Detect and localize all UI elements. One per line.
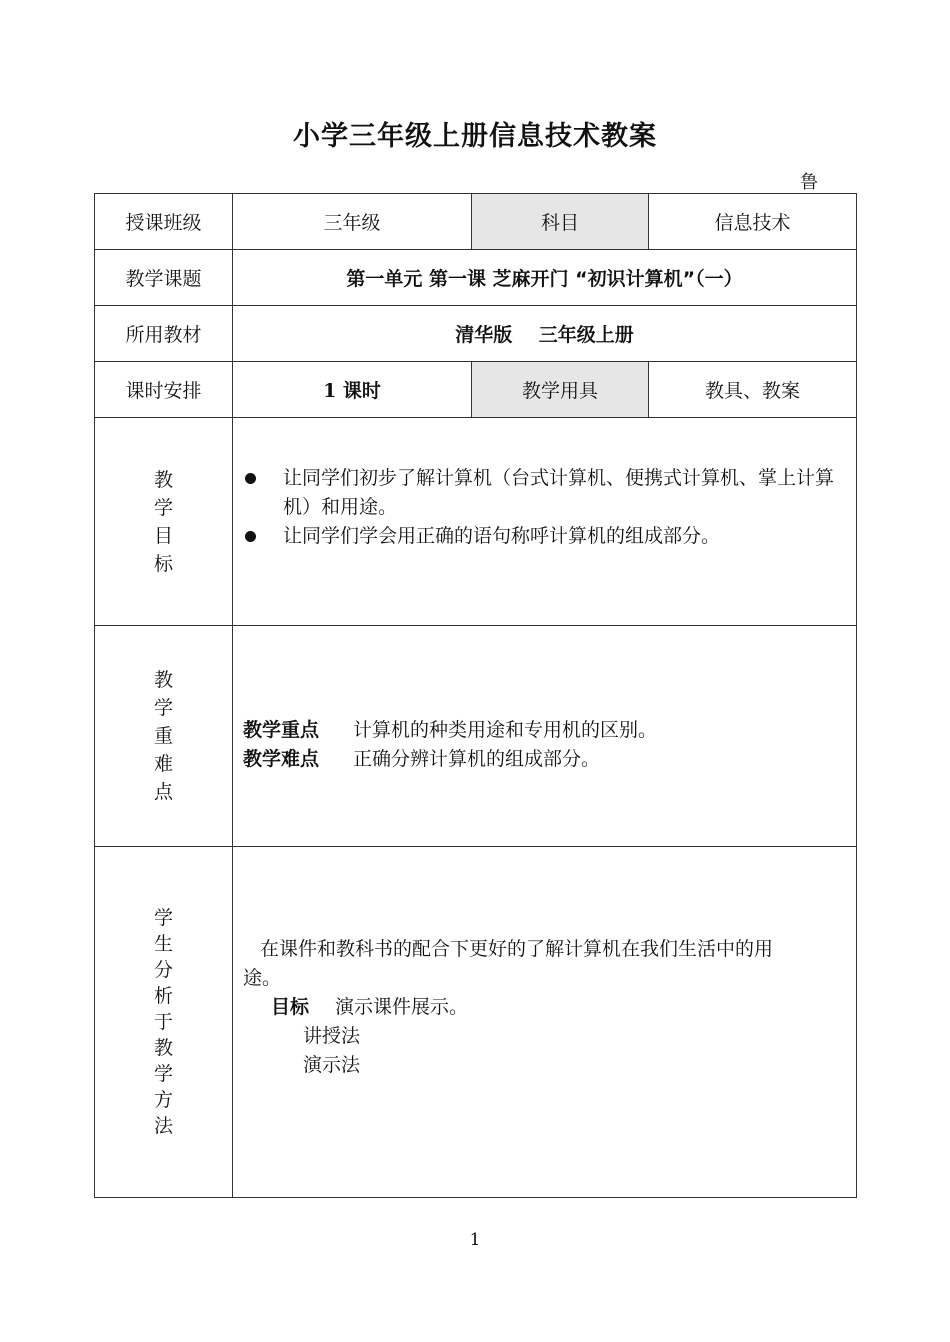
goal-item: 让同学们初步了解计算机（台式计算机、便携式计算机、掌上计算机）和用途。 (245, 464, 848, 522)
row-textbook (95, 306, 857, 362)
document-title: 小学三年级上册信息技术教案 (293, 121, 657, 152)
difficulty-text: 正确分辨计算机的组成部分。 (353, 748, 601, 770)
textbook-value: 清华版 三年级上册 (233, 306, 857, 362)
difficulty-label: 教学难点 (243, 748, 320, 770)
class-label: 授课班级 (95, 194, 233, 250)
page-number: 1 (469, 1230, 481, 1250)
hours-value: 1 课时 (233, 362, 472, 418)
row-keypoints (95, 626, 857, 847)
bullet-icon (245, 473, 256, 484)
bullet-icon (245, 531, 256, 542)
student-label: 学生分析于教学方法 (95, 847, 233, 1198)
key-point-label: 教学重点 (243, 719, 320, 741)
row-goals (95, 418, 857, 626)
key-point-row (243, 716, 856, 745)
hours-label: 课时安排 (95, 362, 233, 418)
method-item: 演示法 (303, 1054, 361, 1076)
method-item: 讲授法 (303, 1025, 361, 1047)
row-class (95, 194, 857, 250)
keypoints-label: 教学重难点 (95, 626, 233, 847)
goal-item: 让同学们学会用正确的语句称呼计算机的组成部分。 (245, 522, 848, 551)
row-hours (95, 362, 857, 418)
student-analysis-text: 在课件和教科书的配合下更好的了解计算机在我们生活中的用途。 (243, 938, 774, 989)
keypoints-content (233, 626, 857, 847)
method-row (243, 993, 846, 1022)
tools-value: 教具、教案 (649, 362, 857, 418)
lesson-plan-table (94, 193, 857, 1198)
difficulty-row (243, 745, 856, 774)
method-label: 目标 (271, 996, 310, 1018)
goals-list (245, 464, 848, 551)
method-item: 演示课件展示。 (335, 996, 469, 1018)
goals-content (233, 418, 857, 626)
topic-value: 第一单元 第一课 芝麻开门 “初识计算机”（一） (233, 250, 857, 306)
tools-label: 教学用具 (472, 362, 649, 418)
topic-label: 教学课题 (95, 250, 233, 306)
author-name: 鲁 (800, 172, 818, 193)
textbook-label: 所用教材 (95, 306, 233, 362)
subject-label: 科目 (472, 194, 649, 250)
class-value: 三年级 (233, 194, 472, 250)
row-topic (95, 250, 857, 306)
key-point-text: 计算机的种类用途和专用机的区别。 (353, 719, 658, 741)
goals-label: 教学目标 (95, 418, 233, 626)
student-content (233, 847, 857, 1198)
row-student (95, 847, 857, 1198)
subject-value: 信息技术 (649, 194, 857, 250)
